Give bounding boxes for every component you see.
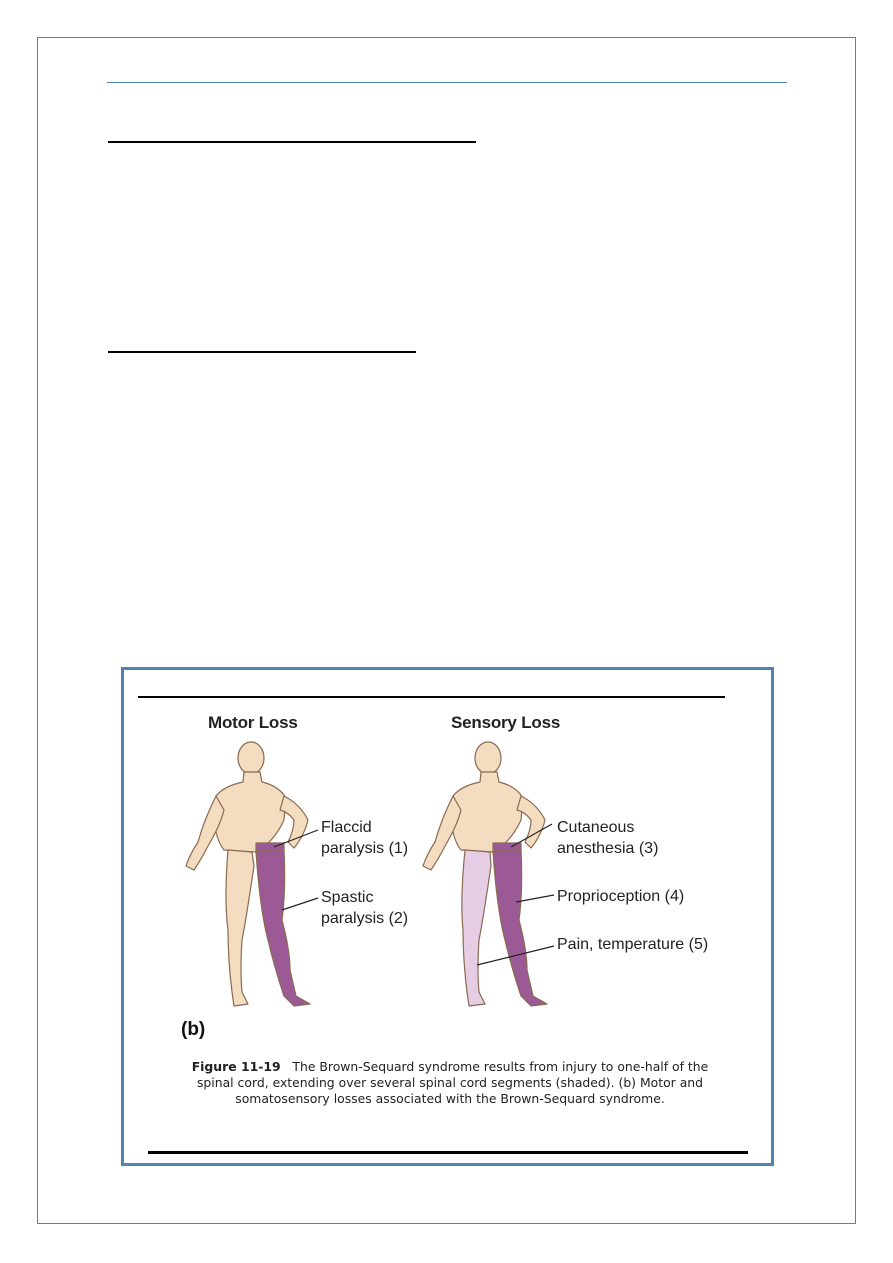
sensory-leg-left-light-shaded bbox=[462, 850, 491, 1006]
section-heading-underline-2 bbox=[108, 351, 416, 353]
label-flaccid-paralysis: Flaccid paralysis (1) bbox=[321, 819, 409, 857]
motor-head bbox=[238, 742, 264, 774]
section-heading-underline-1 bbox=[108, 141, 476, 143]
sensory-head bbox=[475, 742, 501, 774]
figure-caption bbox=[180, 1059, 720, 1107]
sensory-loss-heading: Sensory Loss bbox=[451, 713, 561, 732]
label-cutaneous-anesthesia: Cutaneous anesthesia (3) bbox=[557, 819, 659, 857]
label-pain-temperature: Pain, temperature (5) bbox=[557, 936, 709, 953]
sensory-leg-right-shaded bbox=[493, 850, 547, 1006]
figure-bottom-rule bbox=[148, 1151, 748, 1154]
motor-arm-right bbox=[280, 796, 308, 848]
motor-loss-figure bbox=[186, 742, 310, 1006]
motor-loss-heading: Motor Loss bbox=[208, 713, 298, 732]
motor-leg-right-shaded bbox=[256, 850, 310, 1006]
caption-label: Figure 11-19 bbox=[191, 1059, 281, 1074]
panel-letter: (b) bbox=[181, 1019, 206, 1040]
figure-frame bbox=[121, 667, 774, 1166]
motor-leg-left bbox=[226, 850, 254, 1006]
header-rule bbox=[107, 82, 787, 83]
sensory-arm-right bbox=[517, 796, 545, 848]
sensory-loss-figure bbox=[423, 742, 547, 1006]
label-spastic-paralysis: Spastic paralysis (2) bbox=[321, 889, 409, 927]
label-proprioception: Proprioception (4) bbox=[557, 888, 685, 905]
leader-spastic bbox=[282, 898, 318, 910]
sensory-torso bbox=[451, 772, 523, 852]
caption-text: The Brown-Sequard syndrome results from injury to one-half of the spinal cord, extending over several spinal cord segments (shaded). (b) Motor and somatosensory losses associated with the Brown-Sequard syndrome. bbox=[196, 1059, 709, 1106]
motor-torso bbox=[214, 772, 286, 852]
